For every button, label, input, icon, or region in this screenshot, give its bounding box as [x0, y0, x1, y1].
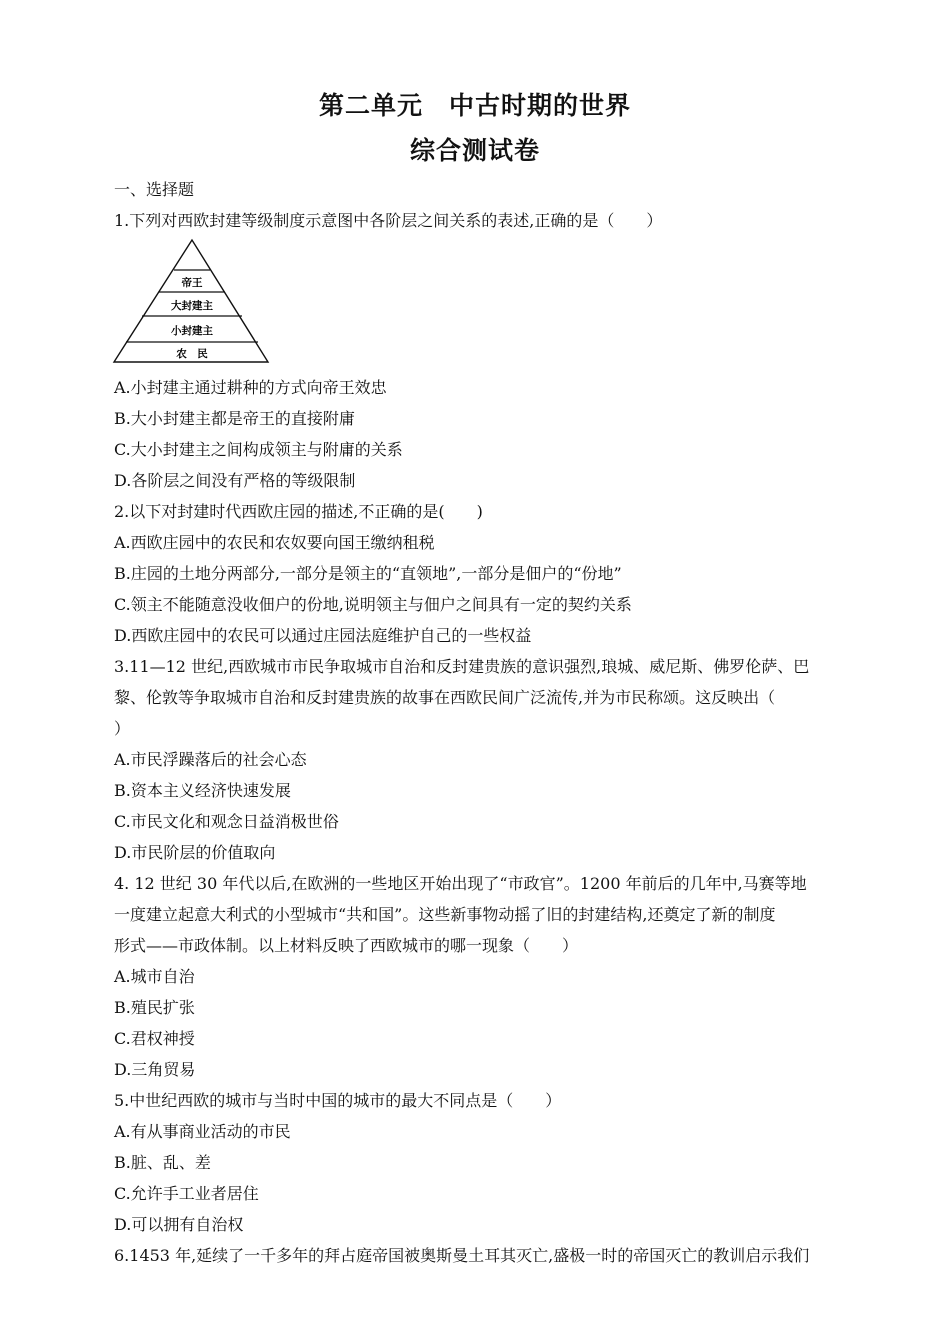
- document-body: [114, 174, 834, 1271]
- pyramid-level-label: 小封建主: [171, 325, 213, 337]
- question-3-option-a: A.市民浮躁落后的社会心态: [114, 750, 307, 769]
- pyramid-level-label: 农 民: [176, 348, 208, 360]
- pyramid-level-label: 帝王: [181, 277, 203, 289]
- question-4-stem: 形式——市政体制。以上材料反映了西欧城市的哪一现象（ ）: [114, 936, 579, 955]
- question-2-option-a: A.西欧庄园中的农民和农奴要向国王缴纳租税: [114, 533, 435, 552]
- question-3-stem: ）: [114, 719, 131, 738]
- question-4-stem: 4. 12 世纪 30 年代以后,在欧洲的一些地区开始出现了“市政官”。1200 年前后的几年中,马赛等地: [114, 874, 807, 893]
- question-3-stem: 黎、伦敦等争取城市自治和反封建贵族的故事在西欧民间广泛流传,并为市民称颂。这反映出（: [114, 688, 776, 707]
- question-1-option-d: D.各阶层之间没有严格的等级限制: [114, 471, 356, 490]
- question-3-option-c: C.市民文化和观念日益消极世俗: [114, 812, 339, 831]
- question-1-option-b: B.大小封建主都是帝王的直接附庸: [114, 409, 355, 428]
- pyramid-level-label: 大封建主: [171, 300, 213, 312]
- question-6-stem: 6.1453 年,延续了一千多年的拜占庭帝国被奥斯曼土耳其灭亡,盛极一时的帝国灭亡的教训启示我们: [114, 1246, 810, 1265]
- page-title: 第二单元 中古时期的世界: [318, 91, 631, 120]
- question-1-option-c: C.大小封建主之间构成领主与附庸的关系: [114, 440, 403, 459]
- question-2-option-b: B.庄园的土地分两部分,一部分是领主的“直领地”,一部分是佃户的“份地”: [114, 564, 622, 583]
- question-4-option-d: D.三角贸易: [114, 1060, 196, 1079]
- question-1-stem: 1.下列对西欧封建等级制度示意图中各阶层之间关系的表述,正确的是（ ）: [114, 211, 663, 230]
- question-4-option-b: B.殖民扩张: [114, 998, 195, 1017]
- feudal-pyramid-diagram: [114, 236, 834, 372]
- question-5-option-d: D.可以拥有自治权: [114, 1215, 244, 1234]
- page-subtitle: 综合测试卷: [409, 136, 540, 165]
- question-4-option-c: C.君权神授: [114, 1029, 195, 1048]
- question-5-option-c: C.允许手工业者居住: [114, 1184, 259, 1203]
- question-5-option-a: A.有从事商业活动的市民: [114, 1122, 291, 1141]
- question-2-option-d: D.西欧庄园中的农民可以通过庄园法庭维护自己的一些权益: [114, 626, 532, 645]
- pyramid-svg: [112, 236, 272, 366]
- section-heading: 一、选择题: [114, 180, 195, 199]
- question-4-stem: 一度建立起意大利式的小型城市“共和国”。这些新事物动摇了旧的封建结构,还奠定了新的制度: [114, 905, 776, 924]
- question-3-option-b: B.资本主义经济快速发展: [114, 781, 291, 800]
- question-2-option-c: C.领主不能随意没收佃户的份地,说明领主与佃户之间具有一定的契约关系: [114, 595, 632, 614]
- question-4-option-a: A.城市自治: [114, 967, 195, 986]
- question-1-option-a: A.小封建主通过耕种的方式向帝王效忠: [114, 378, 387, 397]
- question-3-option-d: D.市民阶层的价值取向: [114, 843, 276, 862]
- question-3-stem: 3.11—12 世纪,西欧城市市民争取城市自治和反封建贵族的意识强烈,琅城、威尼斯、佛罗伦萨、巴: [114, 657, 810, 676]
- question-2-stem: 2.以下对封建时代西欧庄园的描述,不正确的是( ): [114, 502, 483, 521]
- question-5-option-b: B.脏、乱、差: [114, 1153, 211, 1172]
- question-5-stem: 5.中世纪西欧的城市与当时中国的城市的最大不同点是（ ）: [114, 1091, 562, 1110]
